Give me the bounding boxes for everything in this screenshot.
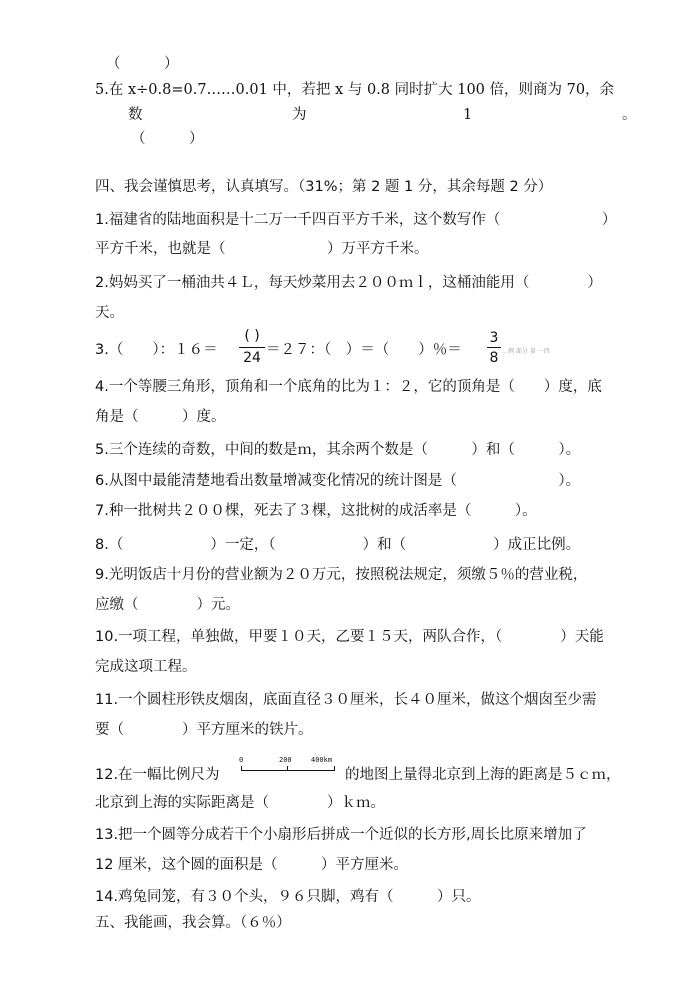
q3-middle: ＝２７：（ ）＝（ ）％＝ <box>266 342 462 358</box>
q5-cont-4: 。 <box>622 107 637 123</box>
scale-tick <box>334 766 335 771</box>
q12-left: 12.在一幅比例尺为 <box>95 767 220 783</box>
q10-line-1: 10.一项工程，单独做，甲要１０天，乙要１５天，两队合作，（ ）天能 <box>95 629 604 645</box>
q5-text: 5.在 x÷0.8=0.7……0.01 中，若把 x 与 0.8 同时扩大 100 倍，则商为 70，余 <box>95 82 615 98</box>
q7: 7.种一批树共２００棵，死去了３棵，这批树的成活率是（ ）。 <box>95 503 537 519</box>
q6: 6.从图中最能清楚地看出数量增减变化情况的统计图是（ ）。 <box>95 473 581 489</box>
section-4-heading: 四、我会谨慎思考，认真填写。（31%；第 2 题 1 分，其余每题 2 分） <box>95 179 553 195</box>
q10-line-2: 完成这项工程。 <box>95 659 197 675</box>
q3-left: 3.（ ）：１６＝ <box>95 342 218 358</box>
q13-line-1: 13.把一个圆等分成若干个小扇形后拼成一个近似的长方形,周长比原来增加了 <box>95 827 587 843</box>
q2-line-2: 天。 <box>95 305 124 321</box>
q12-line-2: 北京到上海的实际距离是（ ）ｋｍ。 <box>95 795 385 811</box>
q4-line-2: 角是（ ）度。 <box>95 409 226 425</box>
fraction-1-denominator: 24 <box>243 350 261 366</box>
fraction-2-bar <box>487 347 501 348</box>
scale-label-200: 200 <box>279 756 292 764</box>
scale-tick <box>287 766 288 771</box>
q1-line-1: 1.福建省的陆地面积是十二万一千四百平方千米，这个数写作（ ） <box>95 212 617 228</box>
q9-line-2: 应缴（ ）元。 <box>95 597 240 613</box>
q1-line-2: 平方千米，也就是（ ）万平方千米。 <box>95 241 429 257</box>
scale-label-400km: 400km <box>311 756 333 764</box>
q5-blank: （ ） <box>131 131 204 147</box>
q9-line-1: 9.光明饭店十月份的营业额为２０万元，按照税法规定，须缴５％的营业税， <box>95 567 588 583</box>
q11-line-1: 11.一个圆柱形铁皮烟囱，底面直径３０厘米，长４０厘米，做这个烟囱至少需 <box>95 692 597 708</box>
q12-right: 的地图上量得北京到上海的距离是５ｃｍ， <box>345 767 621 783</box>
q5-cont-3: 1 <box>463 107 473 123</box>
q14: 14.鸡兔同笼，有３０个头，９６只脚，鸡有（ ）只。 <box>95 889 481 905</box>
q4-line-1: 4.一个等腰三角形，顶角和一个底角的比为１：２，它的顶角是（ ）度，底 <box>95 379 602 395</box>
watermark: …例 部分 第 一四 <box>502 348 550 355</box>
fraction-2-denominator: 8 <box>489 350 499 366</box>
q5-new: 5.三个连续的奇数，中间的数是ｍ，其余两个数是（ ）和（ ）。 <box>95 442 581 458</box>
q13-line-2: 12 厘米，这个圆的面积是（ ）平方厘米。 <box>95 857 409 873</box>
fraction-1-numerator: ( ) <box>244 328 260 344</box>
section-5-heading: 五、我能画，我会算。（６％） <box>95 915 291 931</box>
blank-line: （ ） <box>106 56 179 72</box>
q2-line-1: 2.妈妈买了一桶油共４Ｌ，每天炒菜用去２００ｍｌ，这桶油能用（ ） <box>95 275 602 291</box>
q8: 8.（ ）一定，（ ）和（ ）成正比例。 <box>95 537 581 553</box>
q11-line-2: 要（ ）平方厘米的铁片。 <box>95 722 313 738</box>
q5-cont-2: 为 <box>292 107 307 123</box>
fraction-1-bar <box>239 347 265 348</box>
scale-line <box>241 770 335 771</box>
q5-cont-1: 数 <box>128 107 143 123</box>
scale-tick <box>241 766 242 771</box>
fraction-2-numerator: 3 <box>489 330 499 346</box>
scale-label-0: 0 <box>239 756 244 764</box>
